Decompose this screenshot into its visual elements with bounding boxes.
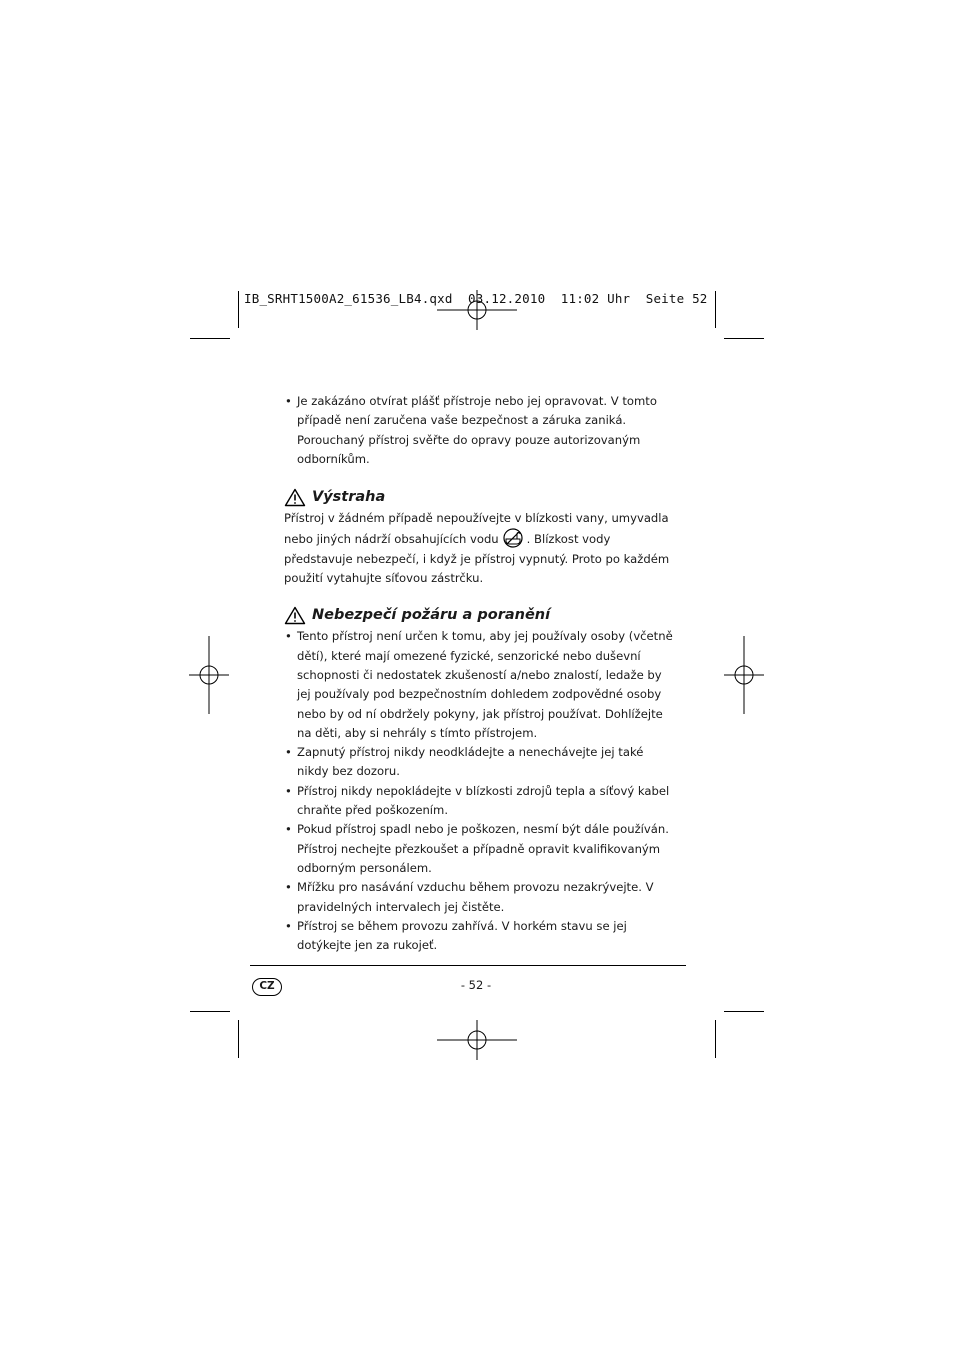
crop-mark-bottom-left-horizontal: [190, 1011, 230, 1012]
warning-text-before-icon: Přístroj v žádném případě nepoužívejte v blízkosti vany, umyvadla nebo jiných nádrží obsahujících vodu: [284, 511, 669, 547]
print-slug: IB_SRHT1500A2_61536_LB4.qxd 03.12.2010 11:02 Uhr Seite 52: [244, 291, 708, 306]
crop-mark-top-left-horizontal: [190, 338, 230, 339]
list-item: • Tento přístroj není určen k tomu, aby jej používaly osoby (včetně dětí), které mají omezené fyzické, senzorické nebo duševní schopnosti či nedostatek zkušeností a/nebo znalostí, ledaže by jej používaly pod bezpečnostním dohledem zodpovědné osoby nebo by od ní obdržely pokyny, jak přístroj používat. Dohlížejte na děti, aby si nehrály s tímto přístrojem.: [284, 627, 674, 743]
warning-text-after-icon: . Blízkost vody představuje nebezpečí, i když je přístroj vypnutý. Proto po každém použití vytahujte síťovou zástrčku.: [284, 532, 670, 586]
fire-bullet-list: [284, 627, 674, 955]
no-water-bath-icon: [501, 528, 525, 548]
language-badge: CZ: [252, 978, 282, 996]
page-content: [284, 392, 674, 955]
crosshair-registration-mark-icon: [724, 636, 764, 714]
crop-mark-top-right-horizontal: [724, 338, 764, 339]
crop-mark-top-left-vertical: [238, 291, 239, 328]
page-number: - 52 -: [460, 978, 492, 992]
list-item: • Je zakázáno otvírat plášť přístroje nebo jej opravovat. V tomto případě není zaručena vaše bezpečnost a záruka zaniká. Porouchaný přístroj svěřte do opravy pouze autorizovaným odborníkům.: [284, 392, 674, 469]
warning-title: Výstraha: [312, 489, 386, 506]
crop-mark-bottom-right-horizontal: [724, 1011, 764, 1012]
warning-triangle-icon: [284, 606, 306, 625]
list-item: • Zapnutý přístroj nikdy neodkládejte a nenechávejte jej také nikdy bez dozoru.: [284, 743, 674, 782]
crop-mark-bottom-right-vertical: [715, 1020, 716, 1058]
warning-triangle-icon: [284, 488, 306, 507]
footer-divider: [250, 965, 686, 966]
crosshair-registration-mark-icon: [189, 636, 229, 714]
list-item: • Pokud přístroj spadl nebo je poškozen, nesmí být dále používán. Přístroj nechejte přezkoušet a případně opravit kvalifikovaným odborným personálem.: [284, 820, 674, 878]
fire-heading: [284, 605, 674, 625]
intro-bullet-list: [284, 392, 674, 469]
warning-heading: [284, 487, 674, 507]
fire-title: Nebezpečí požáru a poranění: [312, 607, 551, 624]
crop-mark-bottom-left-vertical: [238, 1020, 239, 1058]
list-item: • Přístroj se během provozu zahřívá. V horkém stavu se jej dotýkejte jen za rukojeť.: [284, 917, 674, 956]
crosshair-registration-mark-icon: [437, 1020, 517, 1060]
warning-paragraph: [284, 509, 674, 588]
list-item: • Mřížku pro nasávání vzduchu během provozu nezakrývejte. V pravidelných intervalech jej čistěte.: [284, 878, 674, 917]
crop-mark-top-right-vertical: [715, 291, 716, 328]
list-item: • Přístroj nikdy nepokládejte v blízkosti zdrojů tepla a síťový kabel chraňte před poškozením.: [284, 782, 674, 821]
